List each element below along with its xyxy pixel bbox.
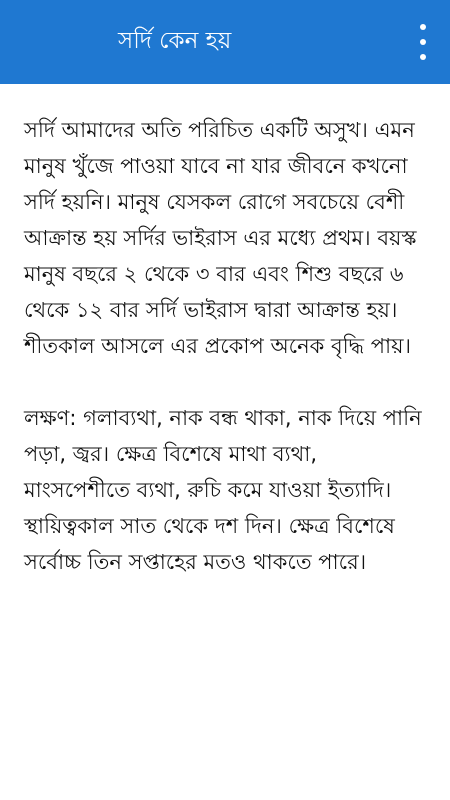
more-vert-icon[interactable] — [414, 22, 432, 62]
app-bar — [0, 0, 450, 84]
paragraph-symptoms: লক্ষণ: গলাব্যথা, নাক বন্ধ থাকা, নাক দিয়ে পানি পড়া, জ্বর। ক্ষেত্র বিশেষে মাথা ব্যথা, মাংসপেশীতে ব্যথা, রুচি কমে যাওয়া ইত্যাদি। — [24, 406, 422, 502]
page-title: সর্দি কেন হয় — [118, 28, 232, 54]
menu-dot — [420, 39, 426, 45]
menu-dot — [420, 54, 426, 60]
paragraph-gap — [24, 364, 428, 400]
menu-dot — [420, 24, 426, 30]
article-body — [24, 112, 428, 580]
paragraph-intro: সর্দি আমাদের অতি পরিচিত একটি অসুখ। এমন মানুষ খুঁজে পাওয়া যাবে না যার জীবনে কখনো সর্দি হয়নি। মানুষ যেসকল রোগে সবচেয়ে বেশী আক্রান্ত হয় সর্দির ভাইরাস এর মধ্যে প্রথম। বয়স্ক মানুষ বছরে ২ থেকে ৩ বার এবং শিশু বছরে ৬ থেকে ১২ বার সর্দি ভাইরাস দ্বারা আক্রান্ত হয়। শীতকাল আসলে এর প্রকোপ অনেক বৃদ্ধি পায়। — [24, 118, 417, 358]
paragraph-duration: স্থায়িত্বকাল সাত থেকে দশ দিন। ক্ষেত্র বিশেষে সর্বোচ্চ তিন সপ্তাহের মতও থাকতে পারে। — [24, 514, 395, 574]
